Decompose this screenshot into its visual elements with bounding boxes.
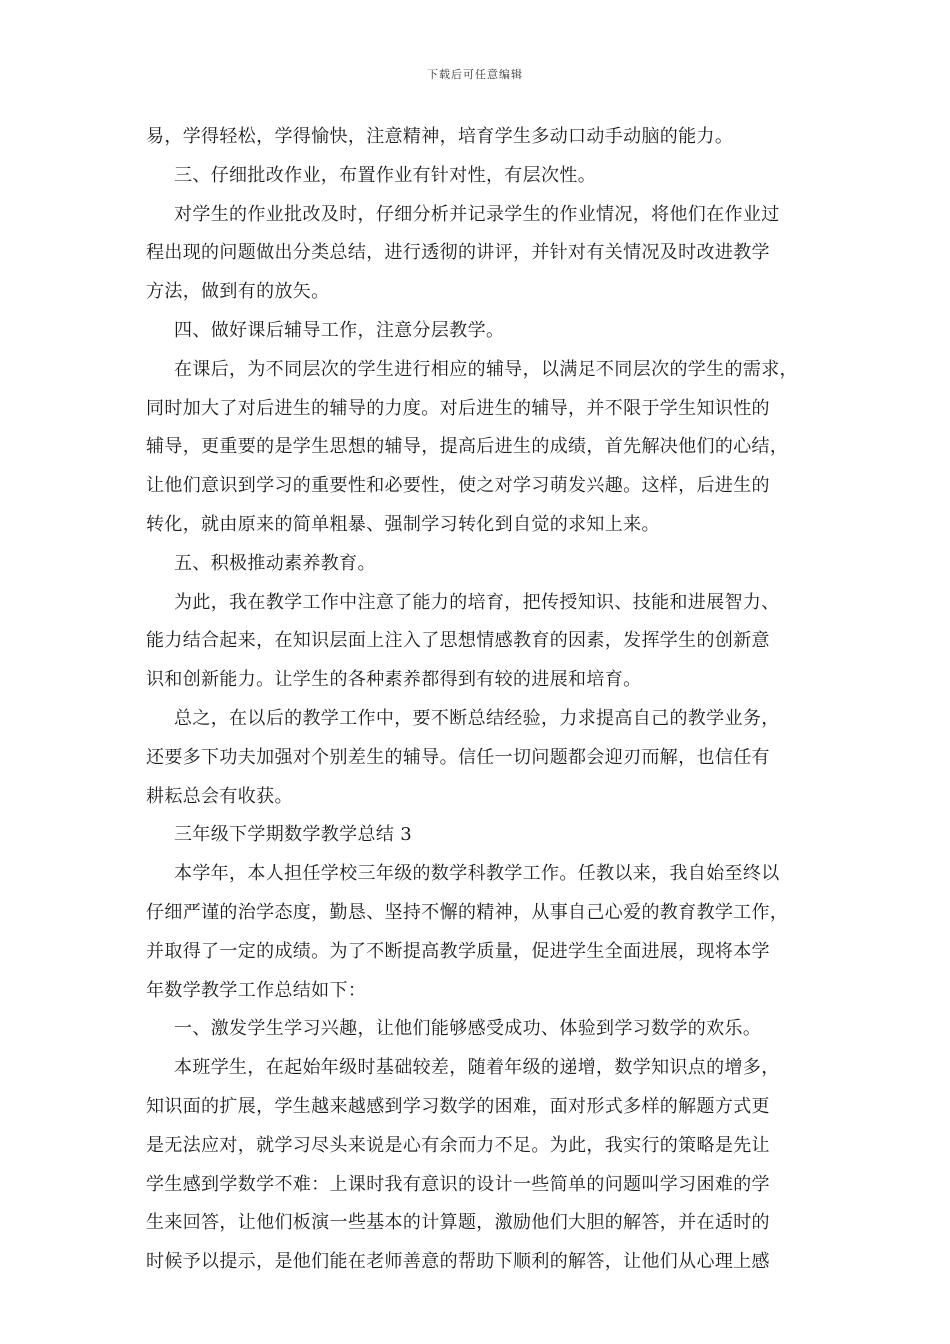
- text-line: 辅导，更重要的是学生思想的辅导，提高后进生的成绩，首先解决他们的心结，: [146, 436, 789, 458]
- text-line: 是无法应对，就学习尽头来说是心有余而力不足。为此，我实行的策略是先让: [146, 1134, 770, 1156]
- text-line: 识和创新能力。让学生的各种素养都得到有较的进展和培育。: [146, 669, 642, 691]
- text-line: 在课后，为不同层次的学生进行相应的辅导，以满足不同层次的学生的需求，: [174, 358, 798, 380]
- text-line: 对学生的作业批改及时，仔细分析并记录学生的作业情况，将他们在作业过: [174, 203, 780, 225]
- text-line: 本班学生，在起始年级时基础较差，随着年级的递增，数学知识点的增多，: [174, 1057, 780, 1079]
- text-line: 知识面的扩展，学生越来越感到学习数学的困难，面对形式多样的解题方式更: [146, 1095, 770, 1117]
- document-body: [146, 118, 816, 1282]
- text-line: 三、仔细批改作业，布置作业有针对性，有层次性。: [174, 164, 597, 186]
- text-line: 时候予以提示，是他们能在老师善意的帮助下顺利的解答，让他们从心理上感: [146, 1251, 770, 1273]
- page-header: 下载后可任意编辑: [427, 68, 523, 81]
- text-line: 还要多下功夫加强对个别差生的辅导。信任一切问题都会迎刃而解，也信任有: [146, 746, 770, 768]
- text-line: 让他们意识到学习的重要性和必要性，使之对学习萌发兴趣。这样，后进生的: [146, 475, 770, 497]
- text-line: 程出现的问题做出分类总结，进行透彻的讲评，并针对有关情况及时改进教学: [146, 242, 770, 264]
- text-line: 耕耘总会有收获。: [146, 785, 293, 807]
- text-line: 学生感到学数学不难：上课时我有意识的设计一些简单的问题叫学习困难的学: [146, 1173, 770, 1195]
- text-line: 同时加大了对后进生的辅导的力度。对后进生的辅导，并不限于学生知识性的: [146, 397, 770, 419]
- text-line: 并取得了一定的成绩。为了不断提高教学质量，促进学生全面进展，现将本学: [146, 940, 770, 962]
- text-line: 为此，我在教学工作中注意了能力的培育，把传授知识、技能和进展智力、: [174, 591, 780, 613]
- text-line: 能力结合起来，在知识层面上注入了思想情感教育的因素，发挥学生的创新意: [146, 630, 770, 652]
- text-line: 本学年，本人担任学校三年级的数学科教学工作。任教以来，我自始至终以: [174, 863, 780, 885]
- text-line: 仔细严谨的治学态度，勤恳、坚持不懈的精神，从事自己心爱的教育教学工作，: [146, 901, 789, 923]
- text-line: 四、做好课后辅导工作，注意分层教学。: [174, 319, 505, 341]
- text-line: 方法，做到有的放矢。: [146, 281, 330, 303]
- text-line: 总之，在以后的教学工作中，要不断总结经验，力求提高自己的教学业务，: [174, 707, 780, 729]
- text-line: 年数学教学工作总结如下：: [146, 979, 367, 1001]
- text-line: 五、积极推动素养教育。: [174, 552, 376, 574]
- text-line: 生来回答，让他们板演一些基本的计算题，激励他们大胆的解答，并在适时的: [146, 1212, 770, 1234]
- text-line: 易，学得轻松，学得愉快，注意精神，培育学生多动口动手动脑的能力。: [146, 126, 734, 147]
- text-line: 一、激发学生学习兴趣，让他们能够感受成功、体验到学习数学的欢乐。: [174, 1018, 762, 1040]
- text-line: 三年级下学期数学教学总结 3: [174, 824, 413, 846]
- text-line: 转化，就由原来的简单粗暴、强制学习转化到自觉的求知上来。: [146, 513, 660, 535]
